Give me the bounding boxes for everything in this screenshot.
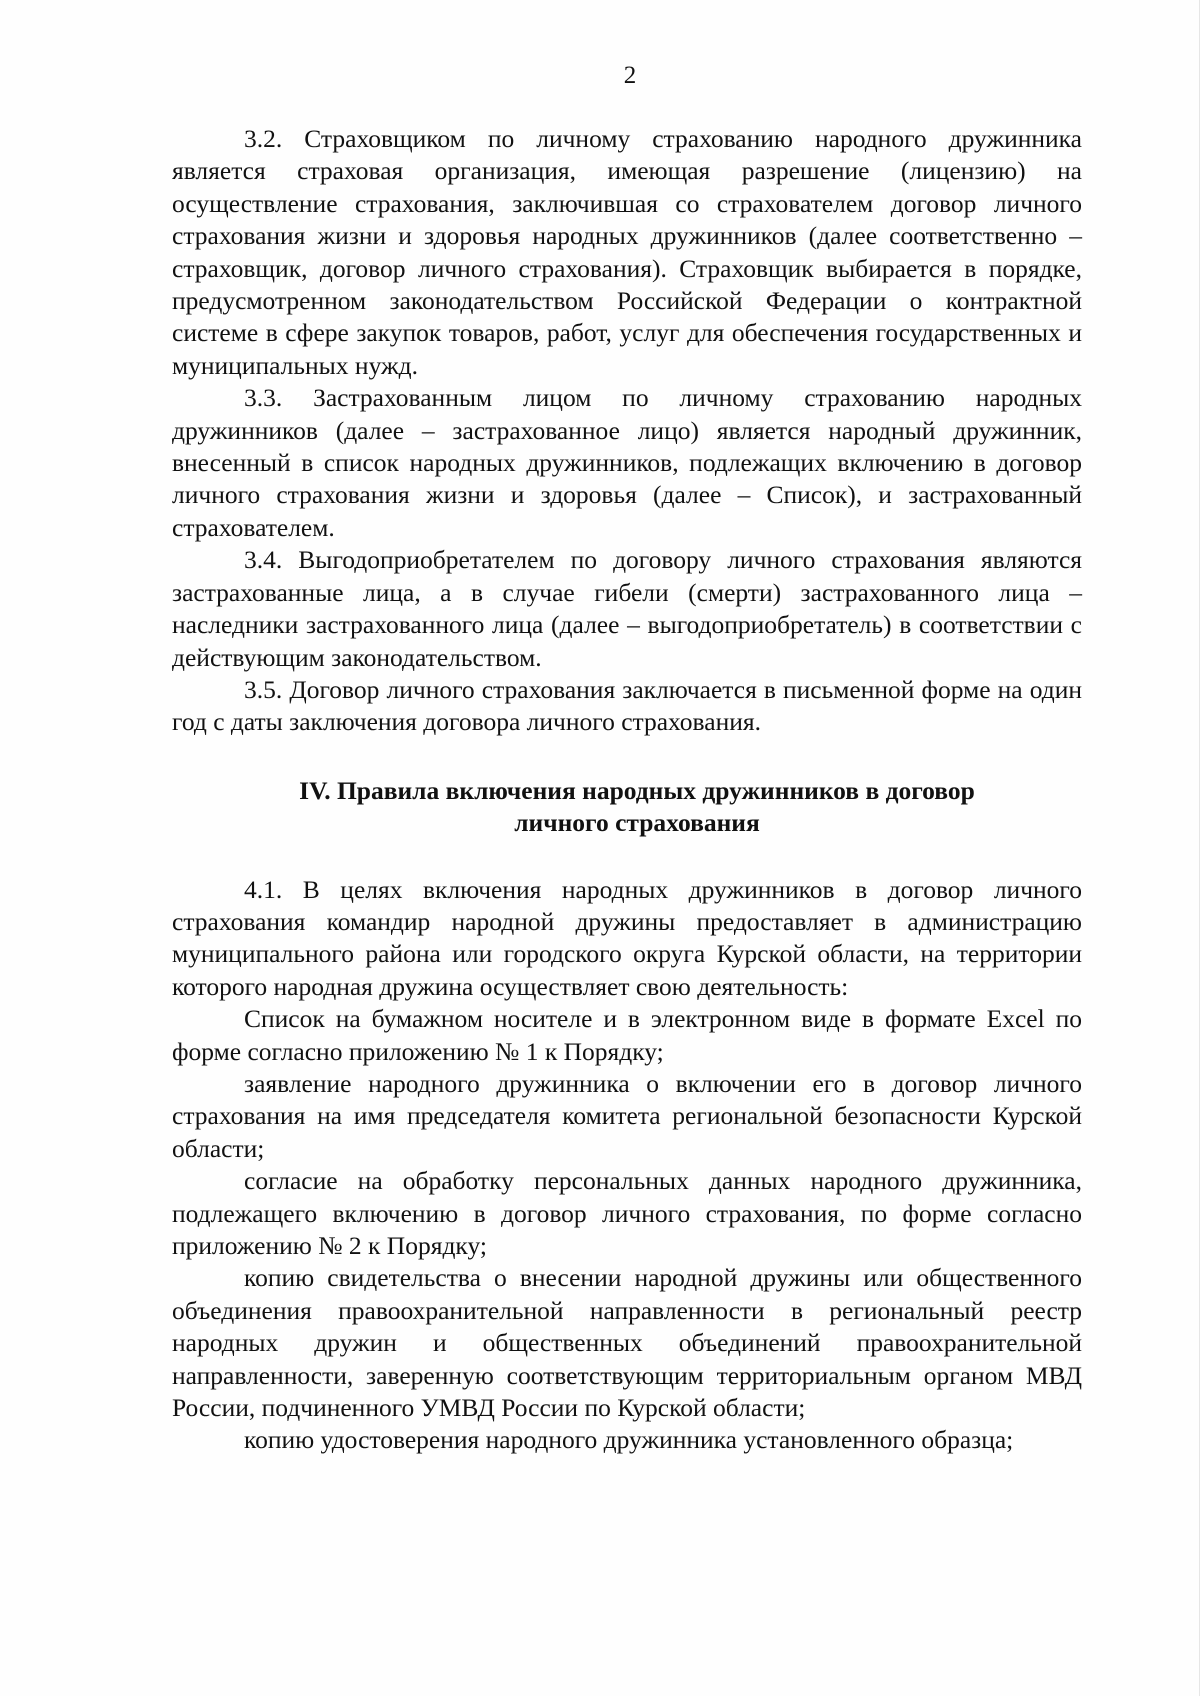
section-heading — [172, 775, 1082, 840]
section-heading-line-1: IV. Правила включения народных дружинников в договор — [299, 775, 975, 805]
paragraph-3-5: 3.5. Договор личного страхования заключается в письменной форме на один год с даты заключения договора личного страхования. — [172, 674, 1082, 737]
paragraph-3-4: 3.4. Выгодоприобретателем по договору личного страхования являются застрахованные лица, а в случае гибели (смерти) застрахованного лица – наследники застрахованного лица (далее – выгодоприобретатель) в соответствии с действующим законодательством. — [172, 545, 1082, 672]
list-item-soglasie: согласие на обработку персональных данных народного дружинника, подлежащего включению в договор личного страхования, по форме согласно приложению № 2 к Порядку; — [172, 1166, 1082, 1260]
page-number: 2 — [623, 62, 637, 89]
section-heading-line-2: личного страхования — [514, 808, 760, 838]
list-item-svidetelstvo: копию свидетельства о внесении народной дружины или общественного объединения правоохранительной направленности в региональный реестр народных дружин и общественных объединений правоохранительной направленности, заверенную соответствующим территориальным органом МВД России, подчиненного УМВД России по Курской области; — [172, 1263, 1082, 1423]
list-item-spisok: Список на бумажном носителе и в электронном виде в формате Excel по форме согласно приложению № 1 к Порядку; — [172, 1004, 1082, 1066]
list-item-udostoverenie: копию удостоверения народного дружинника установленного образца; — [244, 1425, 1014, 1455]
paragraph-4-1: 4.1. В целях включения народных дружинников в договор личного страхования командир народной дружины предоставляет в администрацию муниципального района или городского округа Курской области, на территории которого народная дружина осуществляет свою деятельность: — [172, 874, 1082, 1001]
paragraph-3-3: 3.3. Застрахованным лицом по личному страхованию народных дружинников (далее – застрахованное лицо) является народный дружинник, внесенный в список народных дружинников, подлежащих включению в договор личного страхования жизни и здоровья (далее – Список), и застрахованный страхователем. — [172, 383, 1082, 542]
list-item-zayavlenie: заявление народного дружинника о включении его в договор личного страхования на имя председателя комитета региональной безопасности Курской области; — [172, 1068, 1082, 1163]
paragraph-3-2: 3.2. Страховщиком по личному страхованию народного дружинника является страховая организация, имеющая разрешение (лицензию) на осуществление страхования, заключившая со страхователем договор личного страхования жизни и здоровья народных дружинников (далее соответственно – страховщик, договор личного страхования). Страховщик выбирается в порядке, предусмотренном законодательством Российской Федерации о контрактной системе в сфере закупок товаров, работ, услуг для обеспечения государственных и муниципальных нужд. — [172, 124, 1082, 380]
document-body — [172, 123, 1082, 1457]
